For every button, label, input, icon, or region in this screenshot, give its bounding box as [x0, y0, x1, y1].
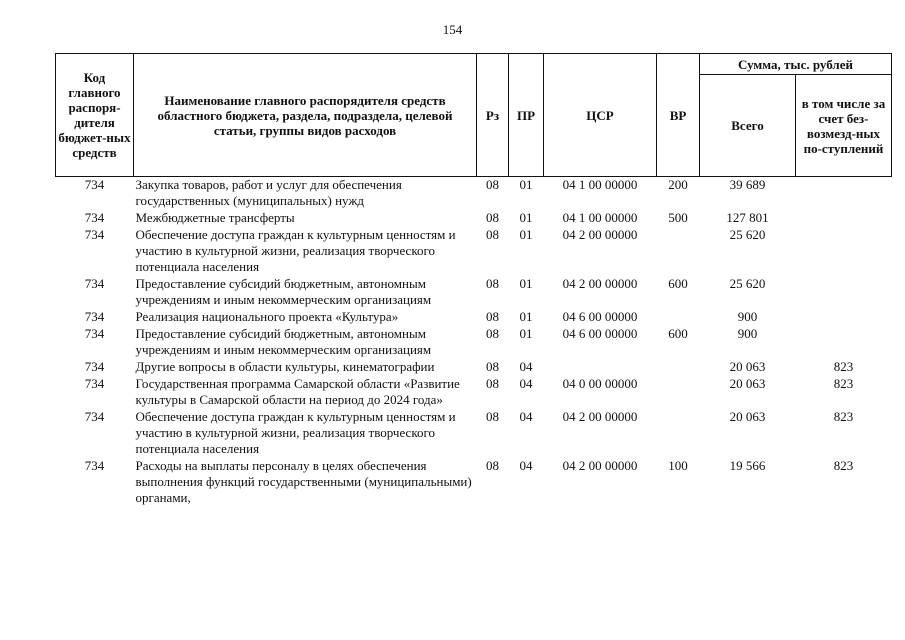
row-rz: 08: [486, 177, 499, 192]
row-total: 20 063: [729, 376, 766, 391]
table-row: [56, 177, 892, 211]
row-grant: [796, 177, 892, 211]
row-rz: 08: [486, 309, 499, 324]
row-vr: 600: [668, 326, 688, 341]
row-rz: 08: [486, 359, 499, 374]
table-row: [56, 210, 892, 227]
row-code: 734: [84, 177, 105, 192]
table-row: [56, 276, 892, 309]
row-pr: 01: [519, 210, 533, 225]
row-grant: 823: [833, 359, 854, 374]
row-grant: [796, 276, 892, 309]
row-csr: 04 0 00 00000: [562, 376, 638, 391]
row-name: Предоставление субсидий бюджетным, автономным учреждениям и иным некоммерческим организациям: [135, 326, 432, 357]
row-total: 25 620: [729, 227, 766, 242]
row-code: 734: [84, 276, 105, 291]
row-csr: 04 2 00 00000: [562, 458, 638, 473]
row-pr: 01: [519, 177, 533, 192]
row-total: 39 689: [729, 177, 766, 192]
row-code: 734: [84, 227, 105, 242]
row-grant: 823: [833, 409, 854, 424]
row-grant: [796, 227, 892, 276]
table-row: [56, 376, 892, 409]
row-vr: 200: [668, 177, 688, 192]
row-pr: 04: [519, 458, 533, 473]
row-pr: 01: [519, 276, 533, 291]
table-row: [56, 227, 892, 276]
budget-table: [55, 53, 892, 507]
row-vr: 500: [668, 210, 688, 225]
row-vr: [657, 409, 700, 458]
row-grant: 823: [833, 376, 854, 391]
header-pr: ПР: [509, 54, 544, 177]
row-pr: 01: [519, 227, 533, 242]
row-grant: 823: [833, 458, 854, 473]
table-row: [56, 409, 892, 458]
header-csr: ЦСР: [544, 54, 657, 177]
row-pr: 04: [519, 359, 533, 374]
row-rz: 08: [486, 376, 499, 391]
header-rz: Рз: [477, 54, 509, 177]
row-code: 734: [84, 458, 105, 473]
row-name: Обеспечение доступа граждан к культурным ценностям и участию в культурной жизни, реализация творческого потенциала населения: [135, 409, 456, 456]
row-code: 734: [84, 210, 105, 225]
row-pr: 04: [519, 409, 533, 424]
row-csr: 04 1 00 00000: [562, 210, 638, 225]
row-total: 25 620: [729, 276, 766, 291]
row-vr: [657, 359, 700, 376]
row-csr: [544, 359, 657, 376]
row-name: Расходы на выплаты персоналу в целях обеспечения выполнения функций государственными (муниципальными) органами,: [135, 458, 472, 505]
table-body: [56, 177, 892, 508]
row-pr: 01: [519, 326, 533, 341]
row-pr: 04: [519, 376, 533, 391]
row-csr: 04 2 00 00000: [562, 227, 638, 242]
row-name: Реализация национального проекта «Культура»: [135, 309, 399, 324]
table-header: [56, 54, 892, 177]
row-rz: 08: [486, 458, 499, 473]
header-code: Код главного распоря-дителя бюджет-ных средств: [56, 54, 134, 177]
row-csr: 04 6 00 00000: [562, 326, 638, 341]
row-code: 734: [84, 409, 105, 424]
row-pr: 01: [519, 309, 533, 324]
table-row: [56, 326, 892, 359]
header-name: Наименование главного распорядителя средств областного бюджета, раздела, подраздела, целевой статьи, группы видов расходов: [134, 54, 477, 177]
row-grant: [796, 210, 892, 227]
row-csr: 04 2 00 00000: [562, 276, 638, 291]
row-vr: [657, 376, 700, 409]
header-vr: ВР: [657, 54, 700, 177]
row-total: 127 801: [726, 210, 769, 225]
header-total: Всего: [700, 75, 796, 177]
row-rz: 08: [486, 210, 499, 225]
table-row: [56, 309, 892, 326]
row-name: Межбюджетные трансферты: [135, 210, 295, 225]
row-csr: 04 1 00 00000: [562, 177, 638, 192]
row-total: 19 566: [729, 458, 766, 473]
row-rz: 08: [486, 409, 499, 424]
row-total: 900: [737, 309, 758, 324]
row-total: 20 063: [729, 359, 766, 374]
row-name: Другие вопросы в области культуры, кинематографии: [135, 359, 435, 374]
row-vr: 600: [668, 276, 688, 291]
row-code: 734: [84, 359, 105, 374]
row-rz: 08: [486, 326, 499, 341]
row-grant: [796, 309, 892, 326]
row-grant: [796, 326, 892, 359]
row-rz: 08: [486, 227, 499, 242]
row-name: Предоставление субсидий бюджетным, автономным учреждениям и иным некоммерческим организациям: [135, 276, 432, 307]
row-csr: 04 6 00 00000: [562, 309, 638, 324]
row-name: Закупка товаров, работ и услуг для обеспечения государственных (муниципальных) нужд: [135, 177, 402, 208]
table-row: [56, 359, 892, 376]
row-code: 734: [84, 309, 105, 324]
row-code: 734: [84, 326, 105, 341]
row-total: 900: [737, 326, 758, 341]
header-sum: Сумма, тыс. рублей: [700, 54, 892, 75]
row-name: Государственная программа Самарской области «Развитие культуры в Самарской области на период до 2024 года»: [135, 376, 460, 407]
row-csr: 04 2 00 00000: [562, 409, 638, 424]
page-number: 154: [442, 22, 463, 37]
row-rz: 08: [486, 276, 499, 291]
row-vr: [657, 309, 700, 326]
row-total: 20 063: [729, 409, 766, 424]
table-row: [56, 458, 892, 507]
header-grants: в том числе за счет без-возмезд-ных по-ступлений: [796, 75, 892, 177]
row-vr: 100: [668, 458, 688, 473]
row-code: 734: [84, 376, 105, 391]
row-vr: [657, 227, 700, 276]
row-name: Обеспечение доступа граждан к культурным ценностям и участию в культурной жизни, реализация творческого потенциала населения: [135, 227, 456, 274]
